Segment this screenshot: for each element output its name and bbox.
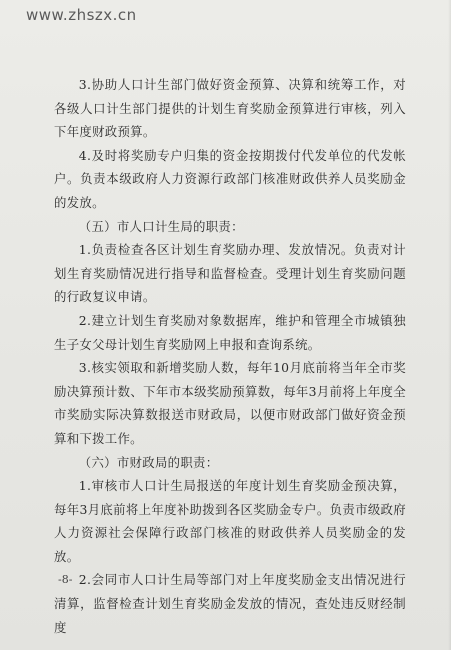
paragraph-7: 2.会同市人口计生局等部门对上年度奖励金支出情况进行清算，监督检查计划生育奖励金发放的情况，查处违反财经制度 (54, 572, 406, 635)
section-heading-5: （五）市人口计生局的职责： (78, 218, 244, 234)
watermark: www.zhszx.cn (26, 6, 137, 24)
paragraph-2: 4.及时将奖励专户归集的资金按期拨付代发单位的代发帐户。负责本级政府人力资源行政部门核准财政供养人员奖励金的发放。 (54, 147, 406, 210)
body-text (54, 73, 406, 639)
paragraph-5: 3.核实领取和新增奖励人数，每年10月底前将当年全市奖励决算预计数、下年市本级奖励预算数，每年3月前将上年度全市奖励实际决算数报送市财政局，以便市财政部门做好资金预算和下拨工作。 (54, 360, 406, 446)
paragraph-3: 1.负责检查各区计划生育奖励办理、发放情况。负责对计划生育奖励情况进行指导和监督检查。受理计划生育奖励问题的行政复议申请。 (54, 242, 406, 305)
paragraph-4: 2.建立计划生育奖励对象数据库，维护和管理全市城镇独生子女父母计划生育奖励网上申报和查询系统。 (54, 312, 406, 352)
paragraph-1: 3.协助人口计生部门做好资金预算、决算和统筹工作，对各级人口计生部门提供的计划生育奖励金预算进行审核，列入下年度财政预算。 (54, 77, 406, 140)
paragraph-6: 1.审核市人口计生局报送的年度计划生育奖励金预决算，每年3月底前将上年度补助拨到各区奖励金专户。负责市级政府人力资源社会保障行政部门核准的财政供养人员奖励金的发放。 (54, 478, 406, 564)
page-number: -8- (58, 573, 73, 586)
section-heading-6: （六）市财政局的职责： (78, 454, 219, 470)
